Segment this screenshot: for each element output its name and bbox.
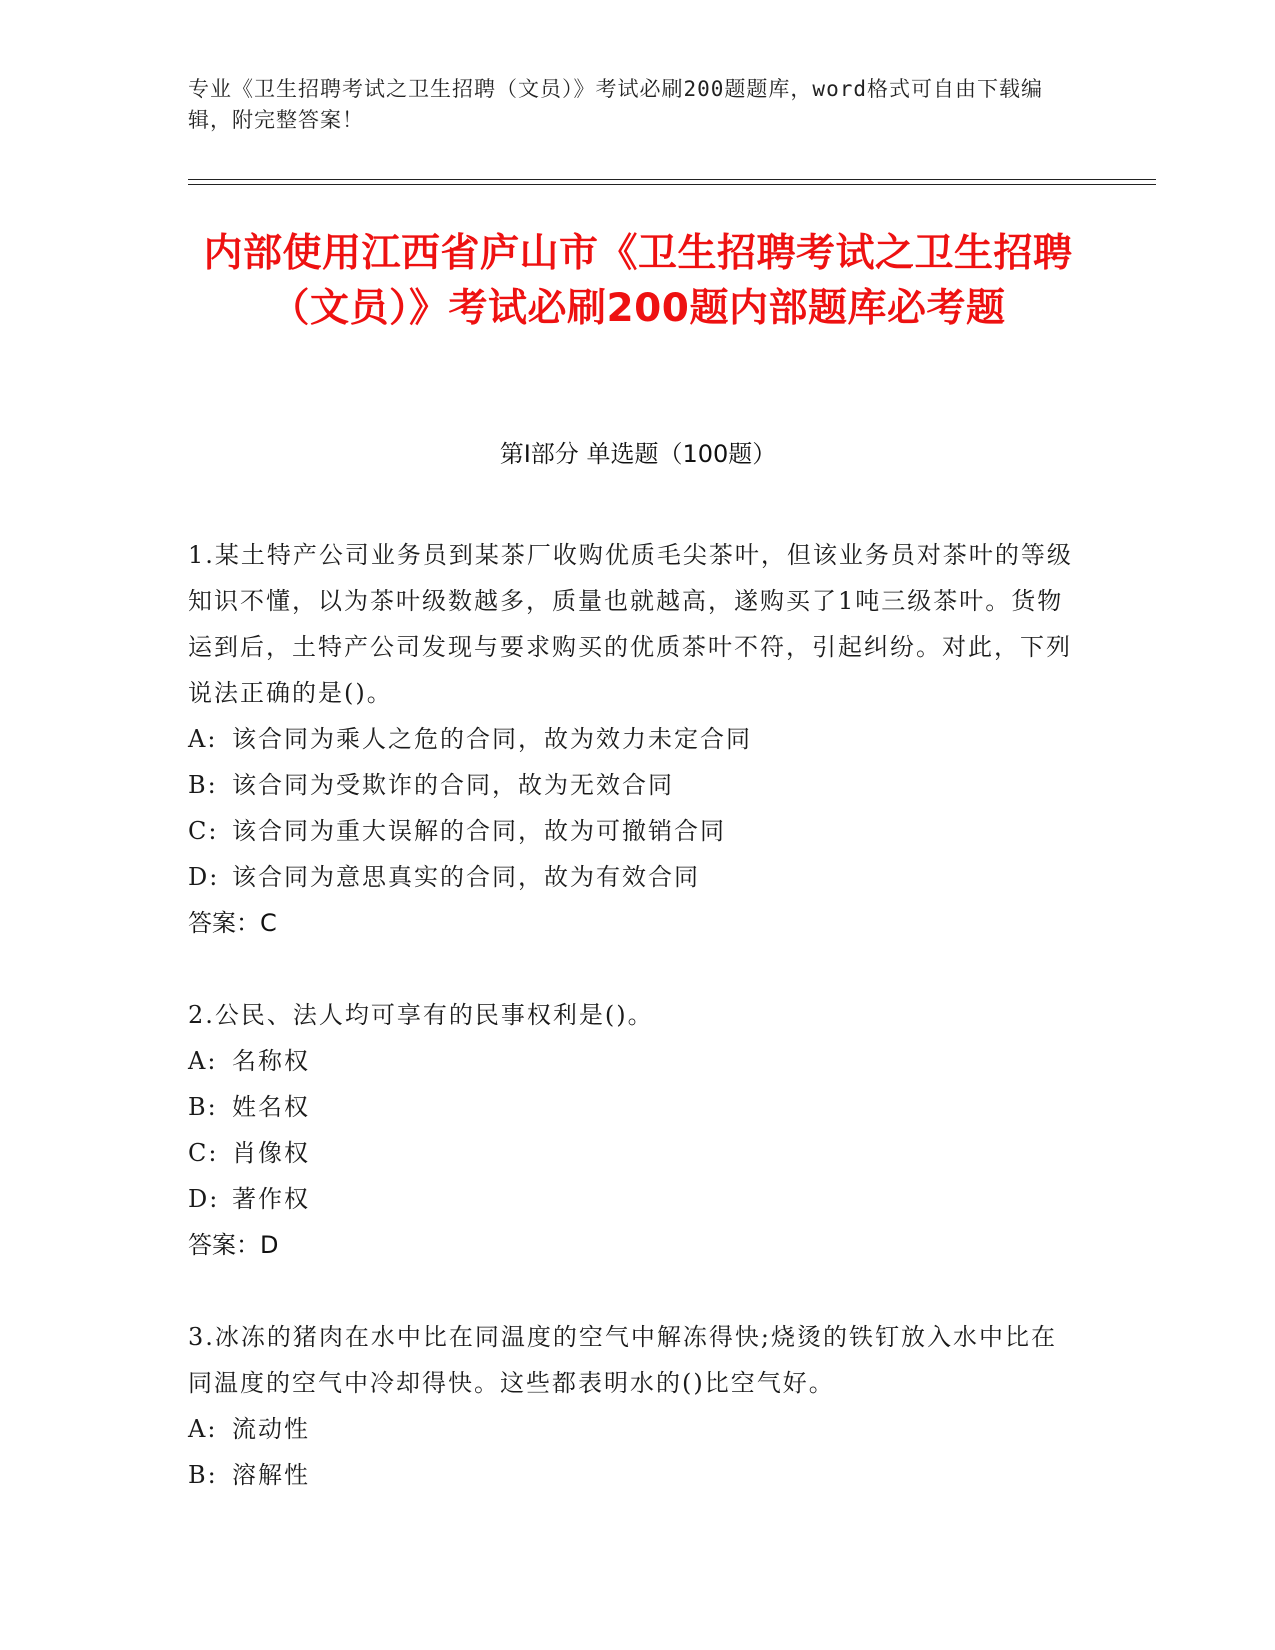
- option-letter: D:: [188, 863, 220, 891]
- option-letter: C:: [188, 817, 219, 845]
- question-list: [188, 532, 1078, 1544]
- header-divider-bottom: [188, 184, 1156, 185]
- option-b: [188, 1452, 1078, 1498]
- option-letter: B:: [188, 1461, 218, 1489]
- option-letter: A:: [188, 725, 218, 753]
- question-stem: 3.冰冻的猪肉在水中比在同温度的空气中解冻得快;烧烫的铁钉放入水中比在同温度的空气中冷却得快。这些都表明水的()比空气好。: [188, 1323, 1057, 1397]
- option-a: [188, 1038, 1078, 1084]
- header-divider-top: [188, 179, 1156, 180]
- option-letter: B:: [188, 1093, 218, 1121]
- option-text: 肖像权: [232, 1139, 310, 1167]
- option-a: [188, 716, 1078, 762]
- option-b: [188, 1084, 1078, 1130]
- option-c: [188, 1130, 1078, 1176]
- option-b: [188, 762, 1078, 808]
- option-letter: D:: [188, 1185, 220, 1213]
- question-stem: 2.公民、法人均可享有的民事权利是()。: [188, 1001, 654, 1029]
- question-1: [188, 532, 1078, 946]
- option-text: 姓名权: [232, 1093, 310, 1121]
- option-c: [188, 808, 1078, 854]
- option-text: 该合同为受欺诈的合同，故为无效合同: [232, 771, 674, 799]
- question-2: [188, 992, 1078, 1268]
- question-3: [188, 1314, 1078, 1498]
- document-title: 内部使用江西省庐山市《卫生招聘考试之卫生招聘（文员）》考试必刷200题内部题库必考题: [203, 231, 1073, 331]
- option-text: 溶解性: [232, 1461, 310, 1489]
- option-text: 著作权: [232, 1185, 310, 1213]
- option-letter: C:: [188, 1139, 219, 1167]
- option-text: 该合同为重大误解的合同，故为可撤销合同: [232, 817, 726, 845]
- option-d: [188, 854, 1078, 900]
- option-letter: A:: [188, 1415, 218, 1443]
- option-text: 该合同为乘人之危的合同，故为效力未定合同: [232, 725, 752, 753]
- answer-label: 答案：C: [188, 909, 277, 937]
- option-text: 该合同为意思真实的合同，故为有效合同: [232, 863, 700, 891]
- option-text: 名称权: [232, 1047, 310, 1075]
- option-text: 流动性: [232, 1415, 310, 1443]
- option-letter: A:: [188, 1047, 218, 1075]
- option-a: [188, 1406, 1078, 1452]
- header-note: 专业《卫生招聘考试之卫生招聘（文员）》考试必刷200题题库，word格式可自由下载编辑，附完整答案！: [188, 77, 1043, 132]
- option-d: [188, 1176, 1078, 1222]
- question-stem: 1.某土特产公司业务员到某茶厂收购优质毛尖茶叶，但该业务员对茶叶的等级知识不懂，以为茶叶级数越多，质量也就越高，遂购买了1吨三级茶叶。货物运到后，土特产公司发现与要求购买的优质茶叶不符，引起纠纷。对此，下列说法正确的是()。: [188, 541, 1073, 707]
- option-letter: B:: [188, 771, 218, 799]
- answer-label: 答案：D: [188, 1231, 279, 1259]
- section-title: 第Ⅰ部分 单选题（100题）: [499, 440, 777, 468]
